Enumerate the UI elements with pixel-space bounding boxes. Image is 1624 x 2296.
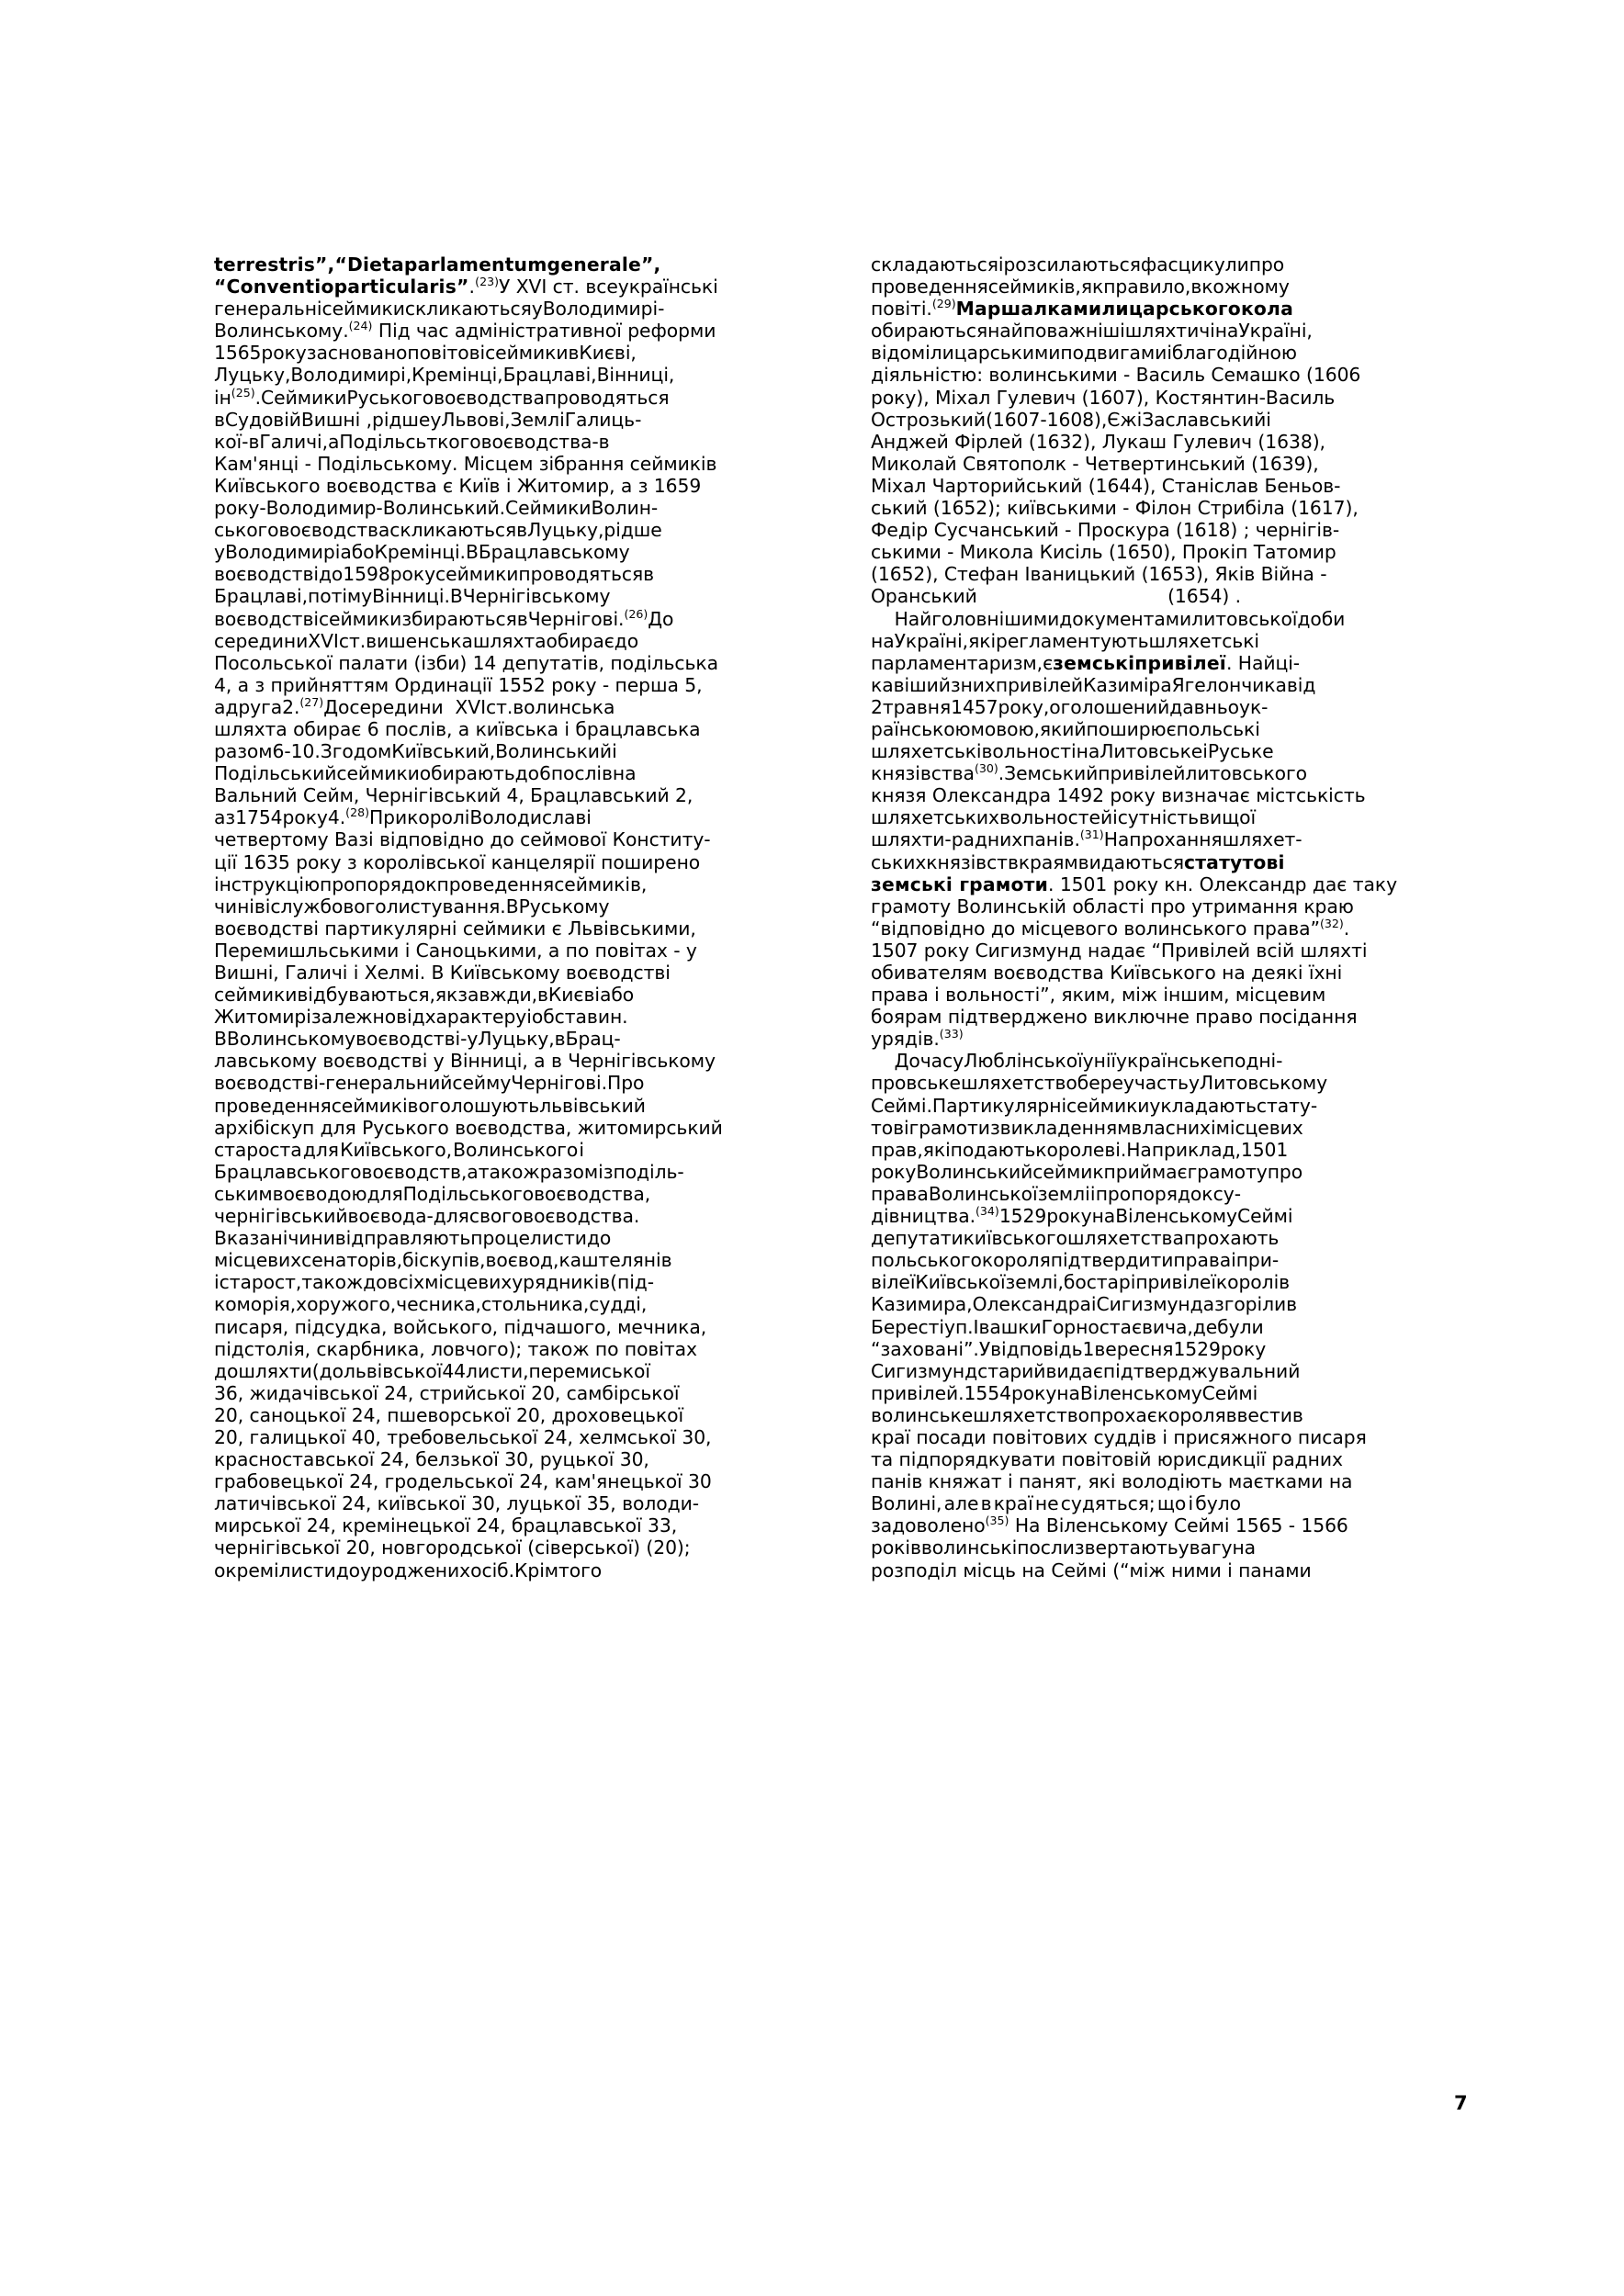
text-line: Федір Сусчанський - Проскура (1618) ; чернігів-: [871, 519, 1340, 542]
text-line: шляхта обирає 6 послів, а київська і брацлавська: [214, 717, 701, 740]
text-line: тові грамоти з викладенням власних і місцевих: [871, 1116, 1303, 1139]
text-line: ським воєводою для Подільського воєводства,: [214, 1182, 651, 1205]
left-text-column: [214, 253, 723, 1581]
text-line: 1507 року Сигизмунд надає “Привілей всій шляхті: [871, 939, 1368, 962]
text-line: “відповідно до місцевого волинського права”$^{(32)}$.: [871, 917, 1350, 940]
text-line: лавському воєводстві у Вінниці, а в Чернігівському: [214, 1050, 716, 1073]
text-line: $ін^{(25)}$. Сеймики Руського воєводства проводяться: [214, 385, 670, 409]
text-line: князівства$^{(30)}$. Земський привілей литовського: [871, 761, 1308, 785]
text-line: а друга 2.$^{(27)}$ До середини XVI ст. волинська: [214, 695, 615, 718]
text-line: Сеймі. Партикулярні сеймики укладають стату-: [871, 1094, 1318, 1117]
text-line: Миколай Святополк - Четвертинський (1639),: [871, 452, 1319, 475]
text-line: і старост, також до всіх місцевих урядників (під-: [214, 1271, 655, 1294]
text-line: Волині, але в краї не судяться; що і було: [871, 1492, 1241, 1515]
text-line: складаються і розсилаються фасцикули про: [871, 253, 1285, 276]
text-line: року Волинський сеймик приймає грамоту про: [871, 1160, 1303, 1183]
text-line: воєводстві партикулярні сеймики є Львівськими,: [214, 917, 696, 940]
text-line: Брацлавського воєводств, а також разом із поділь-: [214, 1160, 684, 1183]
text-line: обивателям воєводства Київського на деякі їхні: [871, 962, 1343, 984]
text-line: підстолія, скарбника, ловчого); також по повітах: [214, 1337, 698, 1360]
text-line: 36, жидачівської 24, стрийської 20, самбірської: [214, 1381, 680, 1404]
text-line: князя Олександра 1492 року визначає містськість: [871, 784, 1366, 807]
text-line: урядів.$^{(33)}$: [871, 1027, 964, 1051]
text-line: років волинські посли звертають увагу на: [871, 1536, 1257, 1559]
text-line: разом 6-10. Згодом Київський, Волинський і: [214, 740, 617, 763]
text-line: проведення сеймиків оголошують львівський: [214, 1094, 646, 1117]
text-line: проведення сеймиків, як правило, в кожному: [871, 276, 1290, 298]
text-line: Казимира, Олександра і Сигизмунда згорілив: [871, 1293, 1298, 1316]
text-line: середини XVI ст. вишенська шляхта обирає до: [214, 629, 639, 652]
text-line: сеймики відбуваються, як завжди, в Києві або: [214, 984, 635, 1007]
text-line: дівництва.$^{(34)}$ 1529 року на Віленському Сеймі: [871, 1204, 1293, 1228]
text-line: волинське шляхетство прохає короля ввести в: [871, 1403, 1303, 1426]
text-line: Житомирі залежно від характеру і обставин.: [214, 1006, 628, 1029]
text-line: раїнською мовою, який поширює польські: [871, 717, 1260, 740]
text-line: права Волинської землі і про порядок су-: [871, 1182, 1241, 1205]
text-line: Вишні, Галичі і Хелмі. В Київському воєводстві: [214, 962, 671, 984]
text-line: Брацлаві, потім у Вінниці. В Чернігівському: [214, 585, 611, 608]
text-line: відомі лицарськими подвигами і благодійною: [871, 342, 1297, 365]
text-line: ських князівств краям видаються статутові: [871, 850, 1285, 873]
text-line: вілеї Київської землі, бо старі привілеї королів: [871, 1271, 1291, 1294]
text-line: парламентаризм, є земські привілеї . Найці-: [871, 651, 1301, 674]
text-line: привілей. 1554 року на Віленському Сеймі: [871, 1381, 1258, 1404]
text-line: Луцьку, Володимирі, Кремінці, Брацлаві, Вінниці,: [214, 364, 675, 387]
text-line: Міхал Чарторийський (1644), Станіслав Беньов-: [871, 474, 1341, 497]
text-line: Оранський (1654) .: [871, 585, 1241, 608]
text-line: Київського воєводства є Київ і Житомир, а з 1659: [214, 474, 702, 497]
text-line: року), Міхал Гулевич (1607), Костянтин-Василь: [871, 386, 1336, 409]
text-line: права і вольності”, яким, між іншим, місцевим: [871, 984, 1326, 1007]
text-line: розподіл місць на Сеймі (“між ними і панами: [871, 1559, 1312, 1581]
text-line: окремі листи до уроджених осіб. Крім того: [214, 1559, 603, 1581]
text-line: ського воєводства скликаються в Луцьку, рідше: [214, 519, 662, 542]
text-line: воєводстві сеймики збираються в Чернігові.$^{(26)}$ До: [214, 606, 674, 630]
text-line: воєводстві - генеральний сейм у Чернігові. Про: [214, 1072, 645, 1095]
text-line: боярам підтверджено виключне право посідання: [871, 1006, 1358, 1029]
text-line: кавіший з них привілей Казиміра Ягелончика від: [871, 673, 1316, 696]
text-line: обираються найповажніші шляхтичі на Україні,: [871, 320, 1313, 343]
text-line: шляхетських вольностей і сутність вищої: [871, 806, 1257, 829]
text-line: а з 1754 року 4.$^{(28)}$ При королі Володиславі: [214, 805, 592, 829]
text-line: латичівської 24, київської 30, луцької 35, володи-: [214, 1492, 699, 1515]
text-line: коморія, хоружого, чесника, стольника, судді,: [214, 1293, 648, 1316]
text-line: мирської 24, кремінецької 24, брацлавської 33,: [214, 1514, 678, 1537]
text-line: Бересті у п.Івашки Горностаєвича, де були: [871, 1315, 1264, 1338]
left-column-lines: [214, 253, 723, 1581]
text-line: красноставської 24, белзької 30, руцької 30,: [214, 1448, 649, 1471]
text-line: у Володимирі або Кремінці. В Брацлавському: [214, 541, 630, 564]
text-line: земські грамоти . 1501 року кн. Олександр дає таку: [871, 872, 1398, 895]
text-line: Найголовнішими документами литовської доби: [871, 607, 1346, 630]
text-line: 1565 року засновано повітові сеймики в Києві,: [214, 342, 637, 365]
text-line: та підпорядкувати повітовій юрисдикції радних: [871, 1448, 1343, 1471]
text-line: terrestris”, “Dieta parlamentum generale”,: [214, 253, 661, 276]
text-line: староста для Київського, Волинського і: [214, 1138, 584, 1161]
text-line: року - Володимир-Волинський. Сеймики Волин-: [214, 497, 659, 520]
text-line: депутати київського шляхетства прохають: [871, 1227, 1280, 1250]
text-line: Сигизмунд старий видає підтверджувальний: [871, 1359, 1301, 1382]
text-line: грабовецької 24, гродельської 24, кам'янецької 30: [214, 1470, 712, 1493]
text-line: Вказані чини відправляють про це листи до: [214, 1227, 612, 1250]
text-line: Анджей Фірлей (1632), Лукаш Гулевич (1638),: [871, 430, 1325, 453]
text-line: прав, які подають королеві. Наприклад, 1501: [871, 1138, 1289, 1161]
text-line: воєводстві до 1598 року сеймики проводяться в: [214, 563, 655, 586]
text-line: ський (1652); київськими - Філон Стрибіла (1617),: [871, 497, 1359, 520]
text-line: Волинському.$^{(24)}$ Під час адміністративної реформи: [214, 319, 716, 343]
right-text-column: [871, 253, 1398, 1581]
text-line: 4, а з прийняттям Ординації 1552 року - перша 5,: [214, 673, 703, 696]
text-line: архібіскуп для Руського воєводства, житомирський: [214, 1116, 723, 1139]
text-line: Посольської палати (ізби) 14 депутатів, подільська: [214, 651, 718, 674]
text-line: місцевих сенаторів, біскупів, воєвод, каштелянів: [214, 1249, 672, 1272]
text-line: повіті.$^{(29)}$ Маршалками лицарського кола: [871, 297, 1293, 321]
text-line: генеральні сеймики скликаються у Володимирі -: [214, 298, 665, 321]
text-line: 20, галицької 40, требовельської 24, хелмської 30,: [214, 1425, 712, 1448]
text-line: До часу Люблінської унії українське подні-: [871, 1050, 1283, 1073]
page-number: 7: [1454, 2092, 1468, 2114]
text-line: шляхетські вольності на Литовське і Руське: [871, 740, 1274, 763]
text-line: “Conventio particularis”.$^{(23)}$ У XVI ст. всеукраїнські: [214, 275, 718, 298]
text-line: кої - в Галичі, а Подільсьткого воєводства - в: [214, 430, 610, 453]
text-line: Острозький (1607-1608), Єжі Заславський і: [871, 408, 1271, 431]
text-line: чернігівської 20, новгородської (сіверської) (20);: [214, 1536, 691, 1559]
text-line: Перемишльськими і Саноцькими, а по повітах - у: [214, 939, 697, 962]
text-line: на Україні, які регламентують шляхетські: [871, 629, 1259, 652]
text-line: писаря, підсудка, войського, підчашого, мечника,: [214, 1315, 707, 1338]
text-line: панів княжат і панят, які володіють маєтками на: [871, 1470, 1353, 1493]
text-line: (1652), Стефан Іваницький (1653), Яків Війна -: [871, 563, 1327, 586]
text-line: чинів і службового листування. В Руському: [214, 895, 610, 917]
text-line: ськими - Микола Кисіль (1650), Прокіп Татомир: [871, 541, 1336, 564]
text-line: четвертому Вазі відповідно до сеймової Конститу-: [214, 828, 711, 851]
text-line: В Волинському воєводстві - у Луцьку, в Брац-: [214, 1028, 621, 1051]
text-line: грамоту Волинській області про утримання краю: [871, 895, 1354, 917]
text-line: 20, саноцької 24, пшеворської 20, дроховецької: [214, 1403, 684, 1426]
text-line: 2 травня 1457 року, оголошений давньоук-: [871, 695, 1269, 718]
text-line: діяльністю: волинськими - Василь Семашко (1606: [871, 364, 1361, 387]
right-column-lines: [871, 253, 1398, 1581]
text-line: краї посади повітових суддів і присяжного писаря: [871, 1425, 1367, 1448]
text-line: задоволено$^{(35)}$ На Віленському Сеймі 1565 - 1566: [871, 1514, 1348, 1537]
text-line: “заховані”. У відповідь 1 вересня 1529 року: [871, 1337, 1267, 1360]
text-line: Подільський сеймики обирають до 6 послів на: [214, 762, 637, 785]
text-line: чернігівський воєвода - для свого воєводства.: [214, 1205, 640, 1228]
text-line: в Судовій Вишні , рідше у Львові, Землі Галиць-: [214, 408, 642, 431]
text-line: Вальний Сейм, Чернігівський 4, Брацлавський 2,: [214, 784, 694, 807]
text-line: інструкцію про порядок проведення сеймиків,: [214, 872, 648, 895]
text-line: польського короля підтвердити права і при-: [871, 1249, 1280, 1272]
text-line: шляхти - радних панів.$^{(31)}$ На прохання шляхет-: [871, 827, 1303, 851]
text-line: до шляхти (до львівської 44 листи, перемиської: [214, 1359, 650, 1382]
text-line: Кам'янці - Подільському. Місцем зібрання сеймиків: [214, 452, 717, 475]
text-line: ції 1635 року з королівської канцелярії поширено: [214, 850, 701, 873]
text-line: провське шляхетство бере участь у Литовському: [871, 1072, 1328, 1095]
